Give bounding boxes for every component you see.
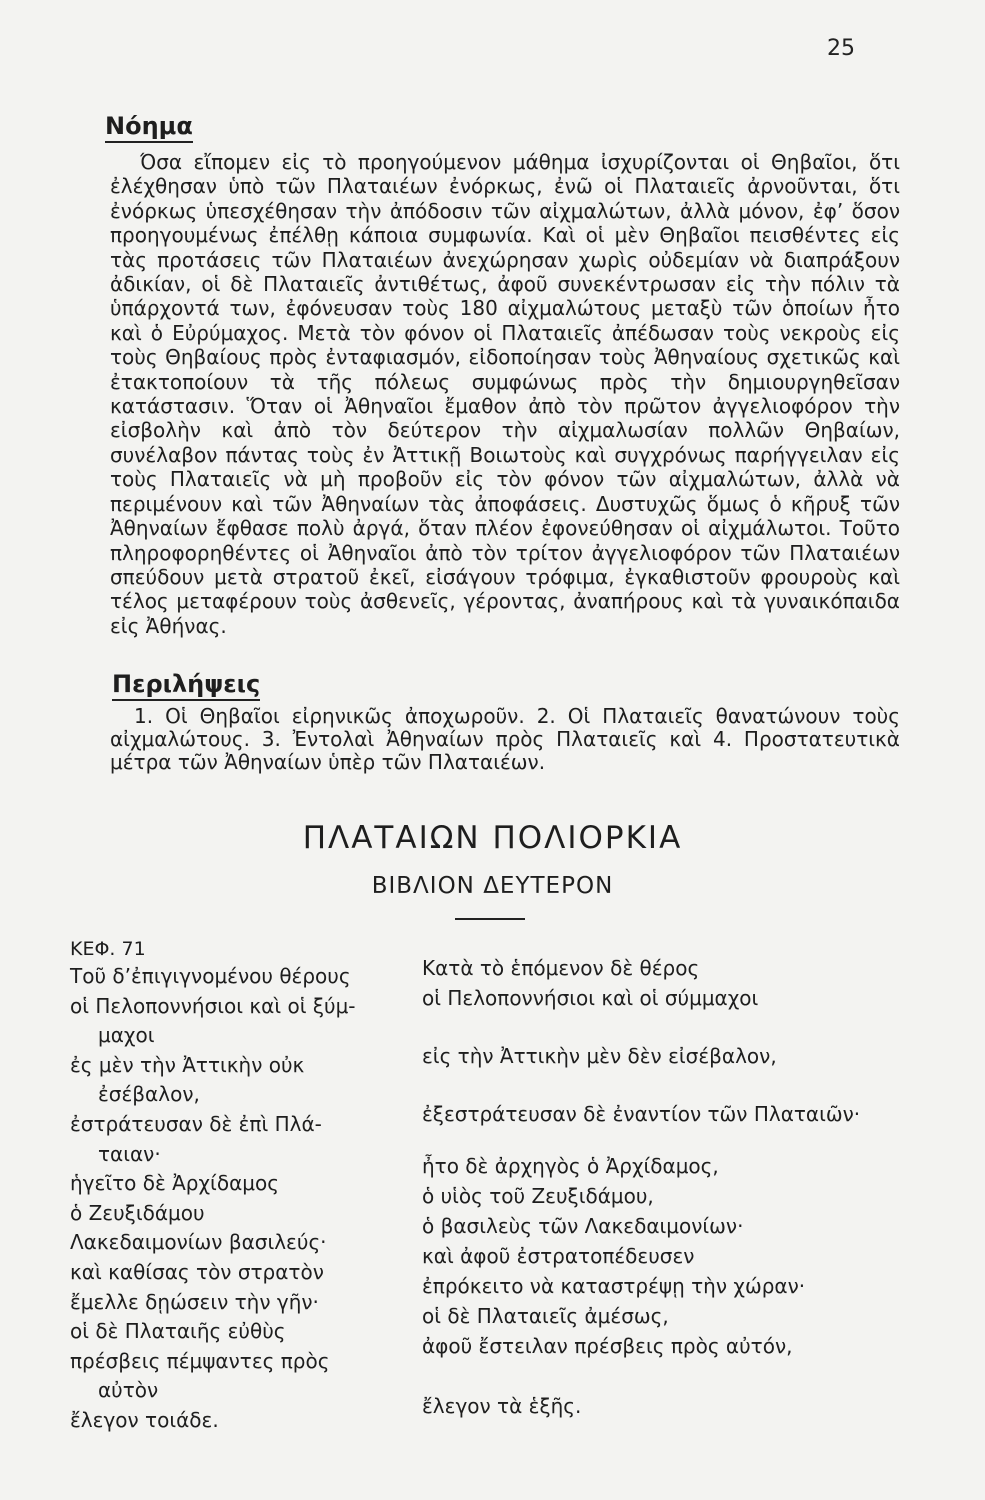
perilipseis-paragraph: 1. Οἱ Θηβαῖοι εἰρηνικῶς ἀποχωροῦν. 2. Οἱ Πλαταιεῖς θανατώνουν τοὺς αἰχμαλώτους. 3. Ἐντολαὶ Ἀθηναίων πρὸς Πλαταιεῖς καὶ 4. Προστατευτικὰ μέτρα τῶν Ἀθηναίων ὑπὲρ τῶν Πλαταιέων. — [110, 704, 900, 774]
page-number: 25 — [827, 36, 855, 61]
main-title: ΠΛΑΤΑΙΩΝ ΠΟΛΙΟΡΚΙΑ — [302, 820, 683, 856]
ancient-line: ἐς μὲν τὴν Ἀττικὴν οὐκ — [70, 1052, 305, 1077]
modern-line: οἱ δὲ Πλαταιεῖς ἀμέσως, — [422, 1304, 669, 1328]
modern-line: ἐξεστράτευσαν δὲ ἐναντίον τῶν Πλαταιῶν· — [422, 1102, 861, 1126]
chapter-label: ΚΕΦ. 71 — [70, 938, 146, 960]
ancient-line: ἡγεῖτο δὲ Ἀρχίδαμος — [70, 1171, 279, 1196]
ancient-line: οἱ Πελοποννήσιοι καὶ οἱ ξύμ- — [70, 993, 356, 1018]
ancient-text-column — [70, 962, 400, 1436]
ancient-line: ἐστράτευσαν δὲ ἐπὶ Πλά- — [70, 1111, 322, 1136]
section-heading-perilipseis: Περιλήψεις — [112, 670, 260, 701]
ancient-line: ταιαν· — [98, 1141, 161, 1166]
ancient-line: Τοῦ δ’ἐπιγιγνομένου θέρους — [70, 964, 351, 988]
modern-line: οἱ Πελοποννήσιοι καὶ οἱ σύμμαχοι — [422, 986, 759, 1010]
ancient-line: ὁ Ζευξιδάμου — [70, 1200, 205, 1225]
ancient-line: αὐτὸν — [98, 1378, 159, 1403]
ancient-line: οἱ δὲ Πλαταιῆς εὐθὺς — [70, 1319, 286, 1344]
ancient-line: μαχοι — [98, 1023, 155, 1048]
modern-line: καὶ ἀφοῦ ἐστρατοπέδευσεν — [422, 1244, 695, 1268]
modern-line: Κατὰ τὸ ἑπόμενον δὲ θέρος — [422, 956, 700, 980]
sub-title: ΒΙΒΛΙΟΝ ΔΕΥΤΕΡΟΝ — [371, 873, 614, 899]
modern-line: ἔλεγον τὰ ἑξῆς. — [422, 1394, 582, 1418]
modern-line: ἐπρόκειτο νὰ καταστρέψῃ τὴν χώραν· — [422, 1274, 806, 1298]
section-heading-noima: Νόημα — [105, 112, 193, 143]
ancient-line: καὶ καθίσας τὸν στρατὸν — [70, 1259, 324, 1284]
modern-line: ὁ βασιλεὺς τῶν Λακεδαιμονίων· — [422, 1214, 744, 1238]
modern-line: ἦτο δὲ ἀρχηγὸς ὁ Ἀρχίδαμος, — [422, 1154, 719, 1178]
noima-paragraph: Όσα εἴπομεν εἰς τὸ προηγούμενον μάθημα ἰσχυρίζονται οἱ Θηβαῖοι, ὅτι ἐλέχθησαν ὑπὸ τῶν Πλαταιέων ἐνόρκως, ἐνῶ οἱ Πλαταιεῖς ἀρνοῦνται, ὅτι ἐνόρκως ὑπεσχέθησαν τὴν ἀπόδοσιν τῶν αἰχμαλώτων, ἀλλὰ μόνον, ἐφ’ ὅσον προηγουμένως ἐπέλθῃ κάποια συμφωνία. Καὶ οἱ μὲν Θηβαῖοι πεισθέντες εἰς τὰς προτάσεις τῶν Πλαταιέων ἀνεχώρησαν χωρὶς οὐδεμίαν νὰ διαπράξουν ἀδικίαν, οἱ δὲ Πλαταιεῖς ἀντιθέτως, ἀφοῦ συνεκέντρωσαν εἰς τὴν πόλιν τὰ ὑπάρχοντά των, ἐφόνευσαν τοὺς 180 αἰχμαλώτους μεταξὺ τῶν ὁποίων ἦτο καὶ ὁ Εὐρύμαχος. Μετὰ τὸν φόνον οἱ Πλαταιεῖς ἀπέδωσαν τοὺς νεκροὺς εἰς τοὺς Θηβαίους πρὸς ἐνταφιασμόν, εἰδοποίησαν τοὺς Ἀθηναίους σχετικῶς καὶ ἐτακτοποίουν τὰ τῆς πόλεως συμφώνως πρὸς τὴν δημιουργηθεῖσαν κατάστασιν. Ὅταν οἱ Ἀθηναῖοι ἔμαθον ἀπὸ τὸν πρῶτον ἀγγελιοφόρον τὴν εἰσβολὴν καὶ ἀπὸ τὸν δεύτερον τὴν αἰχμαλωσίαν πολλῶν Θηβαίων, συνέλαβον πάντας τοὺς ἐν Ἀττικῇ Βοιωτοὺς καὶ συγχρόνως παρήγγειλαν εἰς τοὺς Πλαταιεῖς νὰ μὴ προβοῦν εἰς τὸν φόνον τῶν αἰχμαλώτων, ἀλλὰ νὰ περιμένουν καὶ τῶν Ἀθηναίων τὰς ἀποφάσεις. Δυστυχῶς ὅμως ὁ κῆρυξ τῶν Ἀθηναίων ἔφθασε πολὺ ἀργά, ὅταν πλέον ἐφονεύθησαν οἱ αἰχμάλωτοι. Τοῦτο πληροφορηθέντες οἱ Ἀθηναῖοι ἀπὸ τὸν τρίτον ἀγγελιοφόρον τῶν Πλαταιέων σπεύδουν μετὰ στρατοῦ ἐκεῖ, εἰσάγουν τρόφιμα, ἐγκαθιστοῦν φρουροὺς καὶ τέλος μεταφέρουν τοὺς ἀσθενεῖς, γέροντας, ἀναπήρους καὶ τὰ γυναικόπαιδα εἰς Ἀθήνας. — [110, 150, 900, 638]
modern-line: ὁ υἱὸς τοῦ Ζευξιδάμου, — [422, 1184, 654, 1208]
ancient-line: ἔλεγον τοιάδε. — [70, 1407, 219, 1432]
modern-line: εἰς τὴν Ἀττικὴν μὲν δὲν εἰσέβαλον, — [422, 1044, 777, 1068]
ancient-line: Λακεδαιμονίων βασιλεύς· — [70, 1230, 327, 1255]
ancient-line: ἔμελλε δῃώσειν τὴν γῆν· — [70, 1289, 319, 1314]
title-divider — [455, 918, 525, 920]
ancient-line: ἐσέβαλον, — [98, 1082, 200, 1107]
modern-line: ἀφοῦ ἔστειλαν πρέσβεις πρὸς αὐτόν, — [422, 1334, 793, 1358]
ancient-line: πρέσβεις πέμψαντες πρὸς — [70, 1348, 330, 1373]
